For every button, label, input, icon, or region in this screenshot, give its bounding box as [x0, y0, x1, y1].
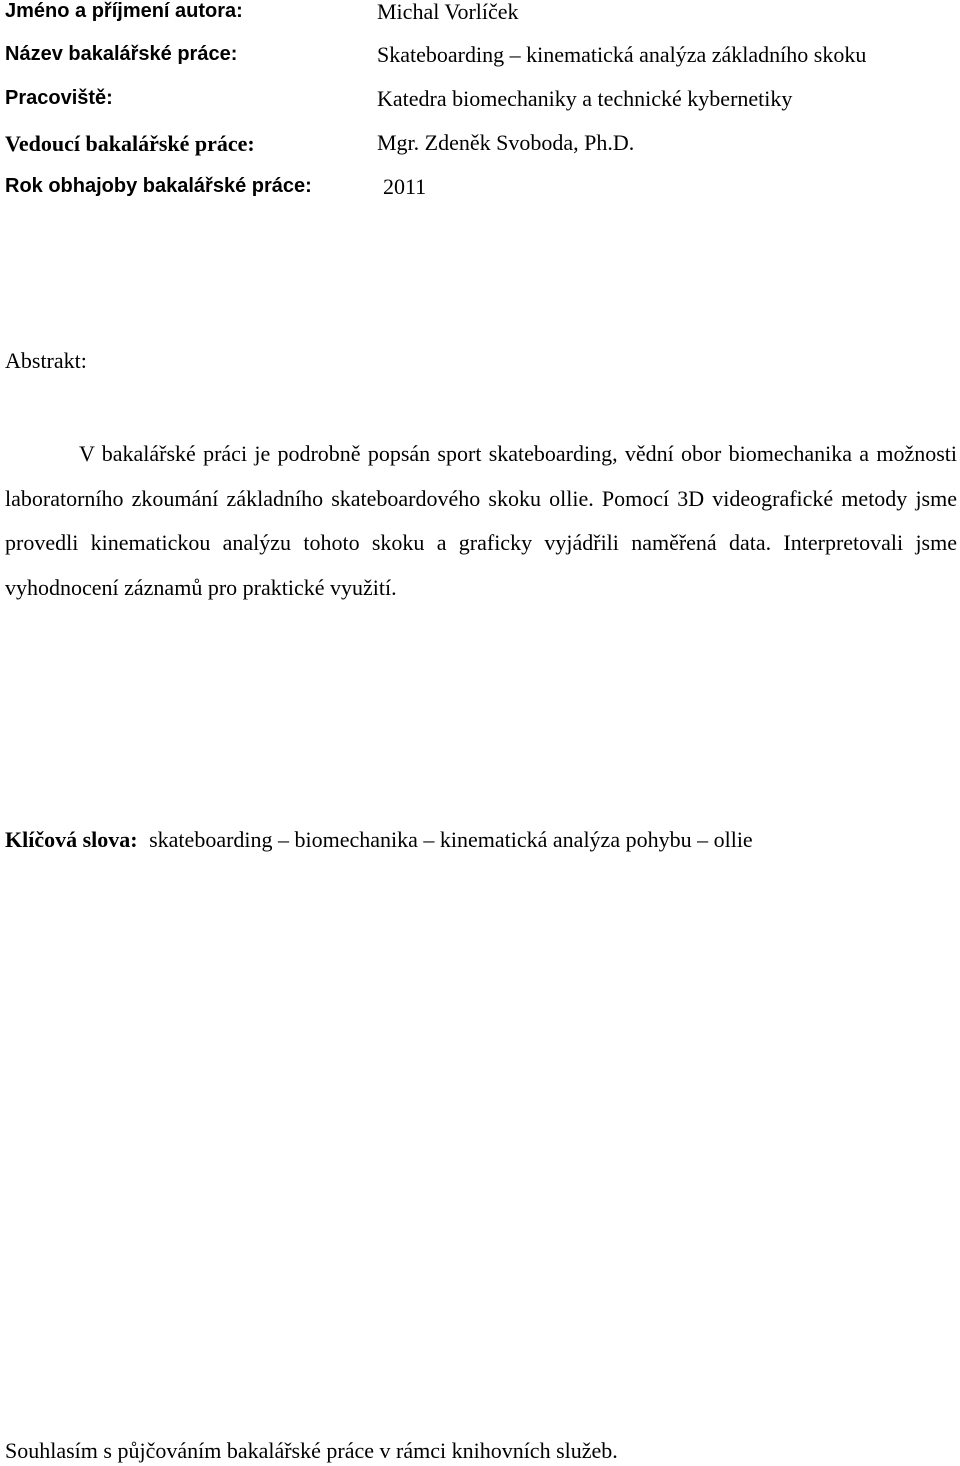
- workplace-value: Katedra biomechaniky a technické kybernetiky: [377, 86, 793, 111]
- author-label: Jméno a příjmení autora:: [5, 0, 243, 22]
- abstract-body: [5, 432, 957, 610]
- keywords-line: [5, 827, 753, 853]
- supervisor-label: Vedoucí bakalářské práce:: [5, 131, 255, 156]
- consent-statement: Souhlasím s půjčováním bakalářské práce v rámci knihovních služeb.: [5, 1438, 618, 1463]
- abstract-text: V bakalářské práci je podrobně popsán sport skateboarding, vědní obor biomechanika a možnosti laboratorního zkoumání základního skateboardového skoku ollie. Pomocí 3D videografické metody jsme provedli kinematickou analýzu tohoto skoku a graficky vyjádřili naměřená data. Interpretovali jsme vyhodnocení záznamů pro praktické využití.: [5, 441, 957, 600]
- keywords-value: skateboarding – biomechanika – kinematická analýza pohybu – ollie: [149, 827, 753, 852]
- defense-year-value: 2011: [383, 174, 427, 199]
- thesis-title-value: Skateboarding – kinematická analýza základního skoku: [377, 42, 867, 67]
- abstract-heading: Abstrakt:: [5, 348, 87, 373]
- keywords-label: Klíčová slova:: [5, 827, 138, 852]
- workplace-label: Pracoviště:: [5, 87, 113, 109]
- thesis-title-label: Název bakalářské práce:: [5, 43, 238, 65]
- supervisor-value: Mgr. Zdeněk Svoboda, Ph.D.: [377, 130, 635, 155]
- author-value: Michal Vorlíček: [377, 0, 519, 24]
- defense-year-label: Rok obhajoby bakalářské práce:: [5, 175, 312, 197]
